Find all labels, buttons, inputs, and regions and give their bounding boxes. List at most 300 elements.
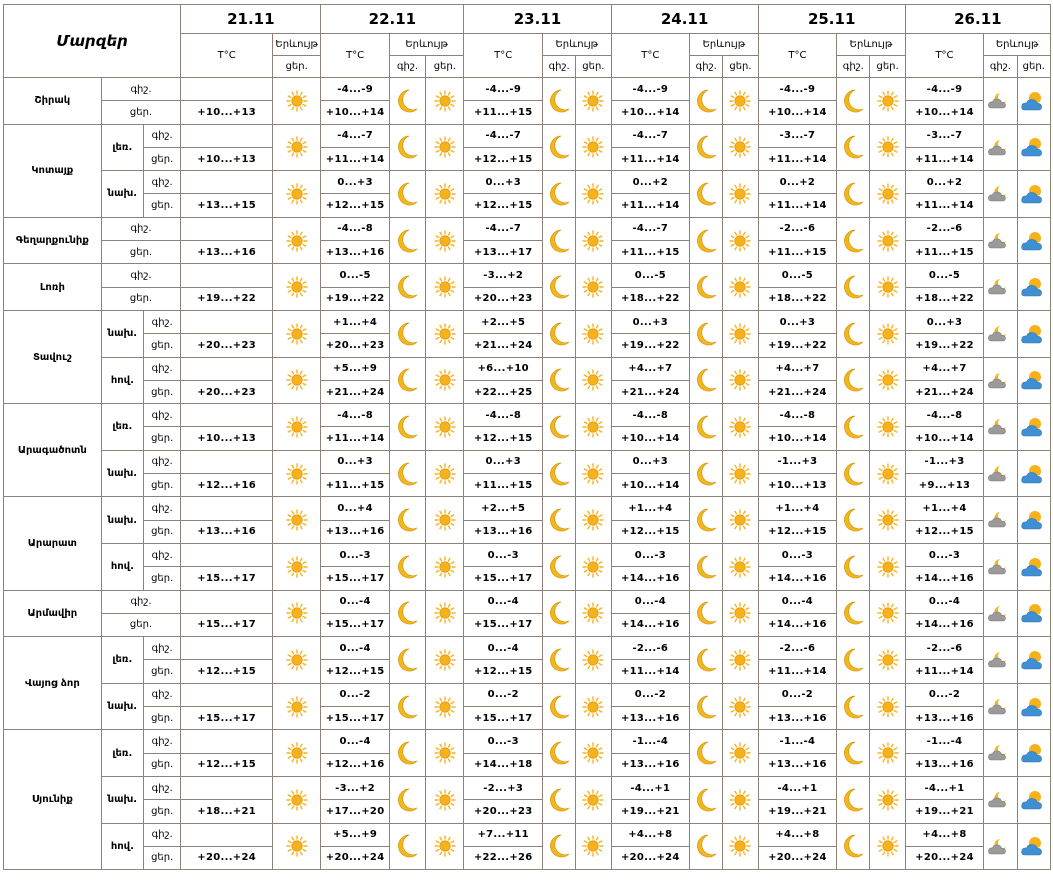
temperature-value: -4...-8 [321,217,390,240]
temperature-value: +13...+16 [905,753,984,776]
temperature-value: +13...+16 [321,520,390,543]
moon-icon [841,507,865,533]
temperature-value: -4...-9 [758,78,837,101]
weather-cell [543,78,576,125]
weather-cell [870,404,905,451]
table-row [4,404,1051,427]
temperature-value: 0...-4 [464,637,543,660]
temperature-value: +11...+14 [611,660,690,683]
weather-cell [389,543,425,590]
weather-cell [272,217,320,264]
sun-icon [286,649,308,671]
weather-cell [543,543,576,590]
weather-cell [543,683,576,730]
sun-icon [286,230,308,252]
temperature-value: 0...-2 [464,683,543,706]
temperature-value: 0...+3 [321,450,390,473]
temperature-value: +22...+26 [464,846,543,869]
sun-icon [877,323,899,345]
temperature-value: +11...+14 [321,427,390,450]
temperature-value: 0...+3 [321,171,390,194]
weather-cell [389,310,425,357]
header-row-dates [4,5,1051,34]
weather-cell [690,264,723,311]
moon-icon [694,554,718,580]
moon-icon [547,414,571,440]
zone-label: հով. [101,823,143,870]
moon-icon [547,647,571,673]
zone-label: նախ. [101,171,143,218]
weather-cell [870,124,905,171]
weather-cell [426,171,464,218]
weather-cell [576,124,611,171]
day-label: ցեր. [144,800,181,823]
sun-icon [582,696,604,718]
temperature-value: +15...+17 [181,707,273,730]
region-name: Կոտայք [4,124,102,217]
weather-cell [543,217,576,264]
weather-cell [426,404,464,451]
temperature-value: +10...+14 [758,101,837,124]
phenomenon-header: Երևույթ [272,34,320,56]
temperature-value [181,78,273,101]
cloud-moon-icon [987,604,1013,624]
phenomenon-header: Երևույթ [837,34,906,56]
day-label: ցեր. [101,613,181,636]
night-label: գիշ. [101,78,181,101]
weather-cell [389,217,425,264]
temperature-value: 0...-3 [905,543,984,566]
weather-cell [576,264,611,311]
temperature-value: -4...-8 [611,404,690,427]
weather-cell [870,590,905,637]
sun-icon [286,696,308,718]
moon-icon [694,228,718,254]
temperature-value: -3...+2 [464,264,543,287]
weather-cell [272,171,320,218]
weather-cell [389,497,425,544]
weather-cell [272,823,320,870]
sun-icon [729,556,751,578]
temperature-value [181,823,273,846]
temperature-value: +13...+16 [611,753,690,776]
day-label: ցեր. [144,660,181,683]
weather-cell [837,683,870,730]
temperature-value: -3...-7 [905,124,984,147]
cloud-moon-icon [987,837,1013,857]
zone-label: նախ. [101,497,143,544]
cloud-sun-icon [1021,183,1047,205]
sun-icon [434,742,456,764]
temperature-value: +4...+8 [905,823,984,846]
weather-cell [1017,78,1050,125]
table-row [4,124,1051,147]
temperature-value [181,543,273,566]
phenomenon-header: Երևույթ [690,34,759,56]
weather-cell [984,823,1017,870]
table-row [4,310,1051,333]
temperature-value: +9...+13 [905,474,984,497]
temperature-value: -4...-8 [905,404,984,427]
weather-cell [723,543,758,590]
weather-cell [1017,683,1050,730]
region-name: Տավուշ [4,310,102,403]
temperature-value: +15...+17 [464,567,543,590]
cloud-sun-icon [1021,742,1047,764]
temperature-value: 0...-4 [611,590,690,613]
sun-icon [434,323,456,345]
temperature-value: -4...-7 [321,124,390,147]
day-label: ցեր. [101,101,181,124]
weather-cell [543,171,576,218]
sun-icon [286,276,308,298]
weather-cell [837,404,870,451]
weather-cell [543,264,576,311]
weather-cell [837,78,870,125]
weather-cell [426,683,464,730]
temperature-value: +19...+21 [611,800,690,823]
temperature-value: +19...+22 [758,334,837,357]
weather-cell [837,730,870,777]
temperature-value: -4...-7 [611,124,690,147]
sun-icon [877,183,899,205]
weather-cell [576,543,611,590]
temperature-value: +15...+17 [181,567,273,590]
weather-cell [426,590,464,637]
weather-cell [870,450,905,497]
temperature-value: 0...+3 [464,171,543,194]
cloud-moon-icon [987,277,1013,297]
weather-cell [837,264,870,311]
temperature-value: +10...+14 [905,101,984,124]
temperature-value [181,776,273,799]
weather-cell [389,404,425,451]
sun-icon [877,696,899,718]
weather-cell [272,543,320,590]
sun-icon [286,602,308,624]
day-label: ցեր. [144,194,181,217]
temperature-value: +11...+15 [611,241,690,264]
temperature-value: +13...+16 [611,707,690,730]
temperature-value: +20...+24 [758,846,837,869]
cloud-sun-icon [1021,90,1047,112]
weather-cell [543,776,576,823]
temperature-value: +14...+16 [905,613,984,636]
cloud-sun-icon [1021,649,1047,671]
temperature-value [181,217,273,240]
weather-cell [984,497,1017,544]
temperature-value: +20...+24 [905,846,984,869]
temperature-value: -2...-6 [905,217,984,240]
temperature-value: 0...+3 [464,450,543,473]
temperature-value: +20...+24 [181,846,273,869]
temperature-value: +10...+13 [181,427,273,450]
table-row [4,450,1051,473]
temperature-header: T°C [464,34,543,78]
moon-icon [841,554,865,580]
sun-icon [582,369,604,391]
table-row [4,823,1051,846]
sun-icon [434,602,456,624]
night-label: գիշ. [101,590,181,613]
temperature-value: 0...-5 [321,264,390,287]
weather-cell [723,217,758,264]
night-label: գիշ. [144,310,181,333]
weather-cell [272,637,320,684]
sun-icon [582,789,604,811]
sun-icon [877,509,899,531]
cloud-sun-icon [1021,602,1047,624]
temperature-value: +15...+17 [321,707,390,730]
temperature-value: +11...+14 [321,147,390,170]
moon-icon [395,461,419,487]
weather-cell [984,590,1017,637]
temperature-value: +1...+4 [611,497,690,520]
day-label: ցեր. [144,474,181,497]
temperature-header: T°C [611,34,690,78]
moon-icon [694,694,718,720]
temperature-value: +14...+16 [905,567,984,590]
weather-cell [426,310,464,357]
temperature-value: +11...+14 [905,194,984,217]
weather-cell [1017,497,1050,544]
moon-icon [395,647,419,673]
moon-icon [694,88,718,114]
weather-cell [723,730,758,777]
moon-icon [694,367,718,393]
night-label: գիշ. [144,171,181,194]
temperature-header: T°C [181,34,273,78]
weather-cell [870,217,905,264]
sun-icon [286,463,308,485]
temperature-value: +7...+11 [464,823,543,846]
sun-icon [434,556,456,578]
weather-cell [272,264,320,311]
weather-cell [576,357,611,404]
night-label: գիշ. [144,776,181,799]
weather-cell [690,78,723,125]
moon-icon [547,274,571,300]
date-header: 23.11 [464,5,611,34]
weather-cell [576,637,611,684]
weather-cell [389,823,425,870]
temperature-value [181,497,273,520]
table-body [4,78,1051,870]
cloud-sun-icon [1021,136,1047,158]
temperature-value: +4...+8 [758,823,837,846]
temperature-value: -2...-6 [611,637,690,660]
temperature-value: +14...+18 [464,753,543,776]
weather-cell [837,637,870,684]
sun-icon [729,276,751,298]
temperature-value: +13...+16 [758,707,837,730]
moon-icon [841,228,865,254]
sun-icon [582,183,604,205]
phenomenon-header: Երևույթ [389,34,464,56]
weather-cell [389,171,425,218]
temperature-value: +17...+20 [321,800,390,823]
weather-cell [543,310,576,357]
cloud-sun-icon [1021,230,1047,252]
weather-cell [576,450,611,497]
weather-cell [576,590,611,637]
day-label: ցեր. [101,287,181,310]
moon-icon [547,694,571,720]
temperature-value: +21...+24 [611,380,690,403]
weather-cell [1017,590,1050,637]
date-header: 21.11 [181,5,321,34]
forecast-table [3,4,1051,870]
weather-cell [690,776,723,823]
weather-cell [984,730,1017,777]
temperature-value: +11...+14 [905,660,984,683]
sun-icon [286,742,308,764]
temperature-value: 0...+3 [758,310,837,333]
temperature-value [181,450,273,473]
temperature-value: 0...-5 [905,264,984,287]
temperature-value [181,730,273,753]
sun-icon [729,789,751,811]
weather-cell [984,264,1017,311]
weather-cell [426,730,464,777]
temperature-value: +15...+17 [321,613,390,636]
sun-icon [877,369,899,391]
temperature-value: -3...+2 [321,776,390,799]
temperature-value: +14...+16 [758,567,837,590]
weather-cell [426,637,464,684]
temperature-value: +13...+16 [181,241,273,264]
temperature-value: +11...+14 [611,194,690,217]
weather-cell [389,637,425,684]
temperature-value: +15...+17 [181,613,273,636]
moon-icon [841,694,865,720]
weather-cell [426,217,464,264]
temperature-value: +10...+14 [611,101,690,124]
weather-cell [1017,171,1050,218]
day-label: ցեր. [144,427,181,450]
weather-cell [984,450,1017,497]
weather-cell [984,78,1017,125]
moon-icon [547,228,571,254]
temperature-value: +15...+17 [321,567,390,590]
temperature-value: +19...+21 [758,800,837,823]
sun-icon [582,602,604,624]
temperature-value: +19...+22 [181,287,273,310]
temperature-value: -1...-4 [905,730,984,753]
temperature-value: +13...+15 [181,194,273,217]
sun-icon [729,742,751,764]
temperature-value: +14...+16 [611,567,690,590]
temperature-value: +13...+16 [321,241,390,264]
temperature-value: +10...+13 [181,147,273,170]
temperature-value: +13...+16 [181,520,273,543]
weather-cell [389,450,425,497]
weather-cell [389,264,425,311]
weather-cell [543,590,576,637]
sun-icon [434,230,456,252]
weather-cell [723,310,758,357]
moon-icon [547,461,571,487]
moon-icon [841,321,865,347]
sun-icon [729,136,751,158]
weather-cell [723,637,758,684]
night-header: գիշ. [389,56,425,78]
day-label: ցեր. [144,334,181,357]
temperature-value: 0...-3 [464,543,543,566]
temperature-value: +12...+15 [464,147,543,170]
temperature-value: -3...-7 [758,124,837,147]
moon-icon [694,461,718,487]
moon-icon [841,414,865,440]
moon-icon [395,134,419,160]
temperature-value: +10...+14 [905,427,984,450]
temperature-value: +20...+23 [181,380,273,403]
weather-cell [870,310,905,357]
temperature-value: +19...+21 [905,800,984,823]
temperature-value: +6...+10 [464,357,543,380]
weather-cell [690,590,723,637]
sun-icon [729,835,751,857]
temperature-value: -1...-4 [758,730,837,753]
moon-icon [694,647,718,673]
weather-cell [870,776,905,823]
night-label: գիշ. [144,823,181,846]
moon-icon [395,740,419,766]
phenomenon-header: Երևույթ [984,34,1051,56]
sun-icon [582,323,604,345]
sun-icon [582,742,604,764]
sun-icon [582,509,604,531]
table-row [4,217,1051,240]
weather-cell [543,823,576,870]
zone-label: նախ. [101,310,143,357]
temperature-value: +15...+17 [464,707,543,730]
night-header: գիշ. [984,56,1017,78]
temperature-value [181,357,273,380]
weather-cell [723,404,758,451]
table-row [4,264,1051,287]
date-header: 25.11 [758,5,905,34]
moon-icon [694,414,718,440]
weather-cell [984,683,1017,730]
sun-icon [877,649,899,671]
weather-cell [543,404,576,451]
weather-cell [389,357,425,404]
cloud-sun-icon [1021,556,1047,578]
weather-cell [543,637,576,684]
temperature-value: 0...+3 [611,450,690,473]
temperature-value: +12...+15 [464,427,543,450]
weather-cell [576,776,611,823]
temperature-value: -4...+1 [905,776,984,799]
weather-cell [870,730,905,777]
weather-cell [837,217,870,264]
moon-icon [395,694,419,720]
sun-icon [286,136,308,158]
weather-cell [837,310,870,357]
weather-cell [272,357,320,404]
temperature-value: +10...+14 [611,427,690,450]
weather-cell [576,78,611,125]
weather-cell [389,683,425,730]
date-header: 22.11 [321,5,464,34]
weather-cell [723,776,758,823]
moon-icon [395,507,419,533]
temperature-value: -2...-6 [758,637,837,660]
sun-icon [729,230,751,252]
table-row [4,683,1051,706]
cloud-moon-icon [987,790,1013,810]
